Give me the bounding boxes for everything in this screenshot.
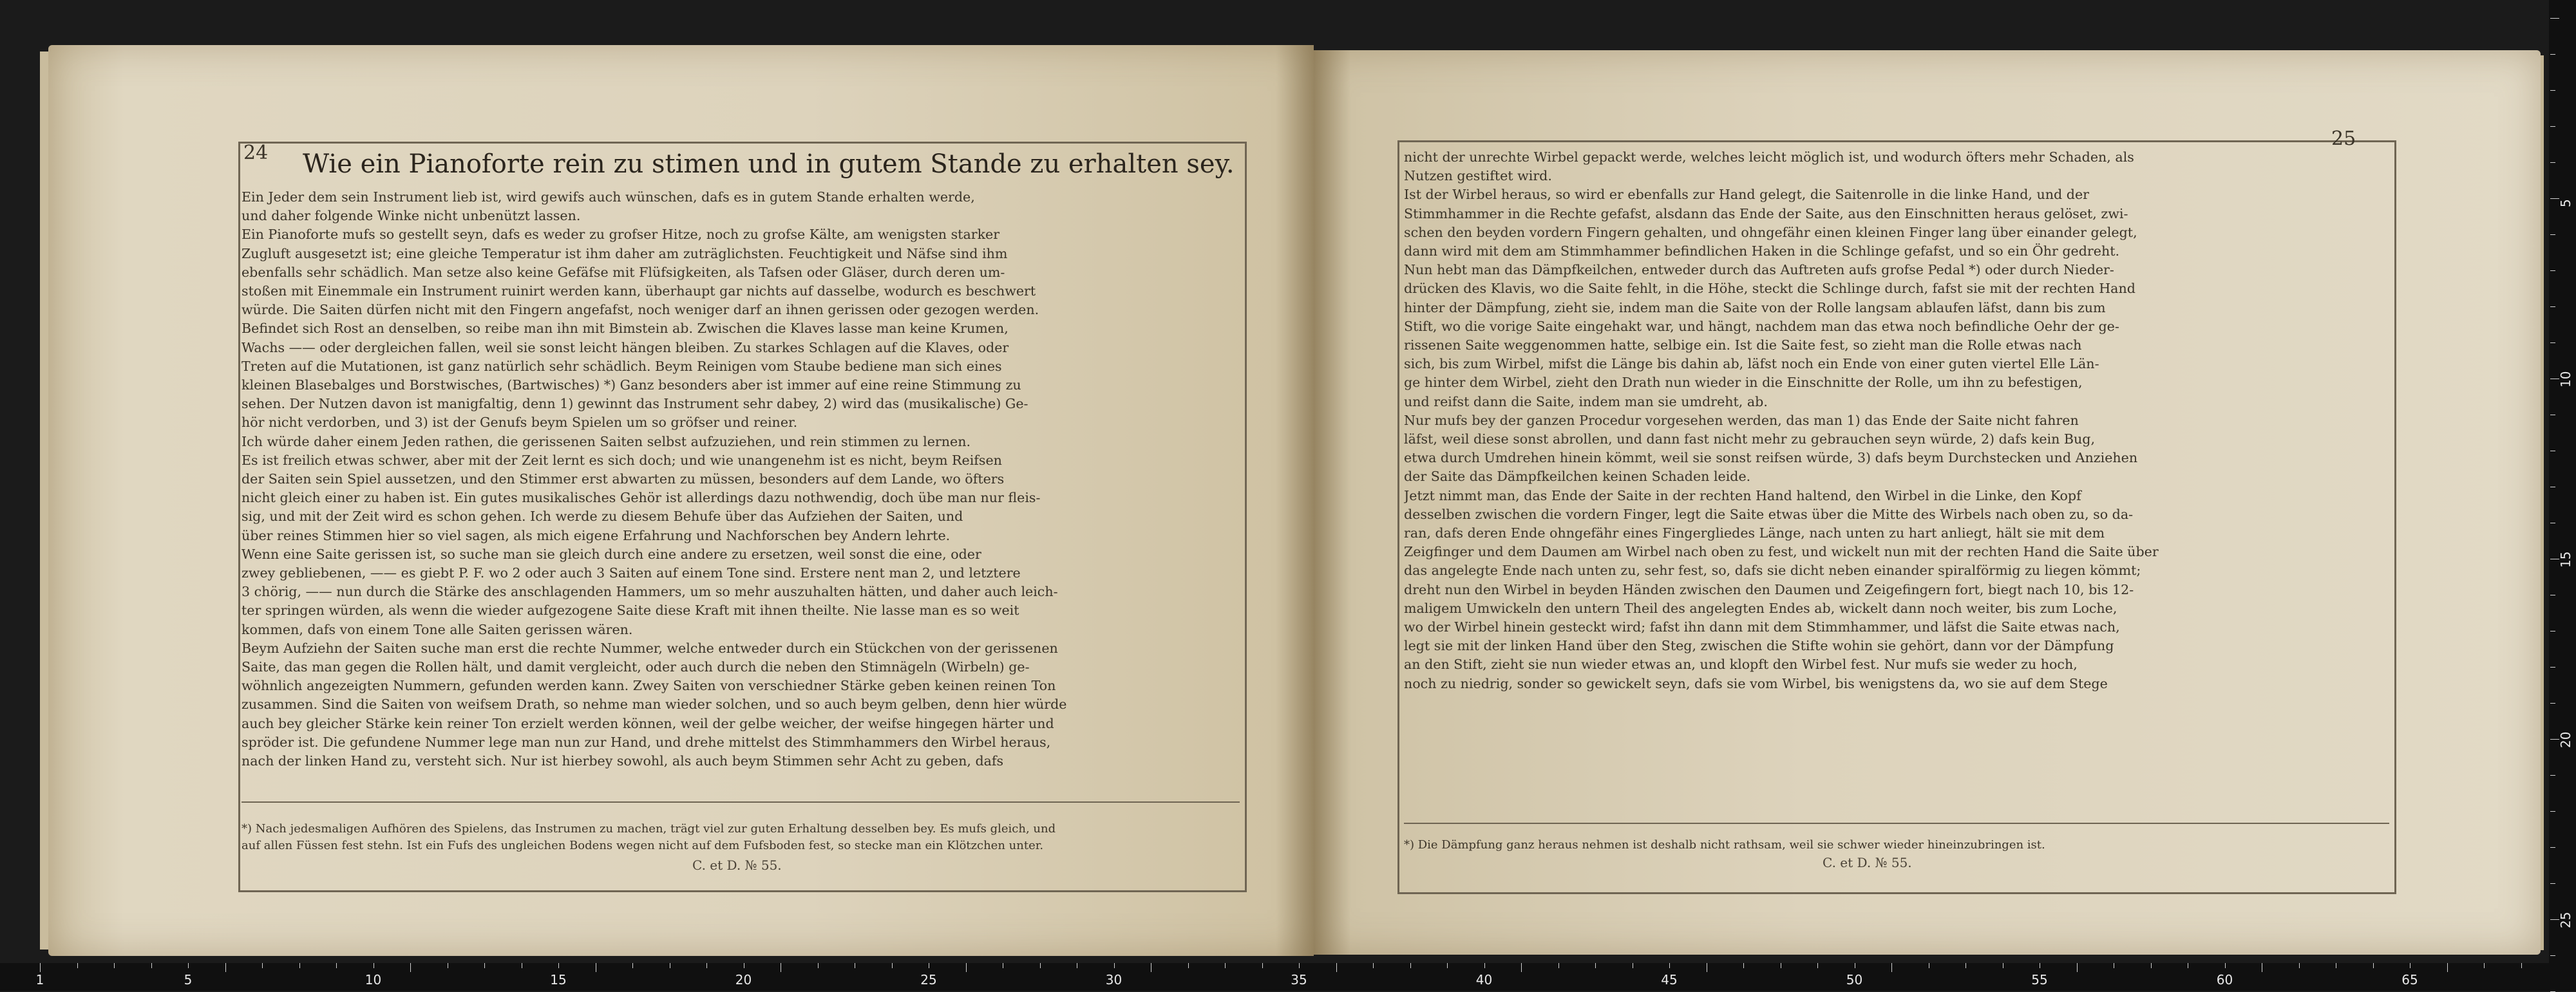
ruler-tick — [1373, 963, 1374, 968]
ruler-tick — [2550, 847, 2555, 848]
ruler-tick — [892, 963, 893, 968]
body-line: der Saite das Dämpfkeilchen keinen Schaden leide. — [1404, 469, 1751, 485]
body-line: über reines Stimmen hier so viel sagen, als mich eigene Erfahrung und Nachforschen bey Andern lehrte. — [242, 527, 951, 543]
body-line: ran, dafs deren Ende ohngefähr eines Fingergliedes Länge, nach unten zu hart anliegt, hält sie mit dem — [1404, 525, 2105, 541]
ruler-tick — [2373, 963, 2374, 968]
body-line: der Saiten sein Spiel aussetzen, und den Stimmer erst abwarten zu müssen, besonders auf dem Lande, wo öfters — [242, 471, 1005, 487]
ruler-tick — [2484, 963, 2485, 968]
ruler-label: 65 — [2401, 972, 2418, 987]
ruler-label: 10 — [2558, 371, 2573, 388]
ruler-tick — [2550, 342, 2555, 343]
ruler-tick — [1299, 963, 1300, 968]
ruler-label: 25 — [2558, 912, 2573, 928]
body-line: Ist der Wirbel heraus, so wird er ebenfalls zur Hand gelegt, die Saitenrolle in die linke Hand, und der — [1404, 187, 2089, 203]
body-line: Wenn eine Saite gerissen ist, so suche man sie gleich durch eine andere zu ersetzen, weil sonst die eine, oder — [242, 546, 981, 562]
left-page-signature: C. et D. № 55. — [692, 857, 782, 873]
body-line: 3 chörig, —— nun durch die Stärke des anschlagenden Hammers, um so mehr auszuhalten hätten, und daher auch leich- — [242, 584, 1058, 600]
body-line: Ich würde daher einem Jeden rathen, die gerissenen Saiten selbst aufzuziehen, und rein stimmen zu lernen. — [242, 433, 971, 449]
body-line: Jetzt nimmt man, das Ende der Saite in der rechten Hand haltend, den Wirbel in die Linke, den Kopf — [1404, 487, 2081, 503]
ruler-tick — [2550, 18, 2559, 19]
body-line: rissenen Saite weggenommen hatte, selbige ein. Ist die Saite fest, so zieht man die Rolle etwas nach — [1404, 337, 2082, 353]
right-page-body — [1404, 148, 2389, 693]
ruler-tick — [1188, 963, 1189, 968]
ruler-tick — [1743, 963, 1744, 968]
body-line: Wachs —— oder dergleichen fallen, weil sie sonst leicht hängen bleiben. Zu starkes Schlagen auf die Klaves, oder — [242, 339, 1009, 355]
body-line: hinter der Dämpfung, zieht sie, indem man die Saite von der Rolle langsam ablaufen läfst, dann bis zum — [1404, 299, 2106, 315]
body-line: kleinen Blasebalges und Borstwisches, (Bartwisches) *) Ganz besonders aber ist immer auf eine reine Stimmung zu — [242, 377, 1021, 393]
ruler-tick — [558, 963, 559, 968]
ruler-tick — [632, 963, 633, 968]
body-line: zwey gebliebenen, —— es giebt P. F. wo 2 oder auch 3 Saiten auf einem Tone sind. Erstere nent man 2, und letztere — [242, 565, 1021, 581]
ruler-label: 10 — [365, 972, 382, 987]
body-line: würde. Die Saiten dürfen nicht mit den Fingern angefafst, noch weniger darf an ihnen gerissen oder gezogen werden. — [242, 302, 1039, 318]
ruler-tick — [1447, 963, 1448, 968]
ruler-tick — [966, 963, 967, 972]
ruler-label: 15 — [550, 972, 567, 987]
ruler-tick — [262, 963, 263, 968]
ruler-tick — [2550, 703, 2555, 704]
ruler-tick — [40, 963, 41, 972]
body-line: desselben zwischen die vordern Finger, legt die Saite etwas über die Mitte des Wirbels nach oben zu, so da- — [1404, 506, 2134, 522]
ruler-tick — [1225, 963, 1226, 968]
body-line: schen den beyden vordern Fingern gehalten, und ohngefähr einen kleinen Finger lang über einander gelegt, — [1404, 224, 2137, 240]
ruler-tick — [77, 963, 78, 968]
body-line: spröder ist. Die gefundene Nummer lege man nun zur Hand, und drehe mittelst des Stimmhammers den Wirbel heraus, — [242, 734, 1051, 750]
body-line: und daher folgende Winke nicht unbenützt lassen. — [242, 208, 581, 224]
ruler-label: 5 — [184, 972, 193, 987]
body-line: ge hinter dem Wirbel, zieht den Drath nun wieder in die Einschnitte der Rolle, um ihn zu befestigen, — [1404, 375, 2083, 391]
right-page-footnote — [1404, 837, 2389, 854]
left-page — [48, 45, 1314, 956]
ruler-tick — [1891, 963, 1892, 972]
ruler-tick — [1262, 963, 1263, 968]
ruler-tick — [2225, 963, 2226, 968]
ruler-tick — [2299, 963, 2300, 968]
ruler-label: 25 — [920, 972, 937, 987]
ruler-tick — [1410, 963, 1411, 968]
footnote-line: auf allen Füssen fest stehn. Ist ein Fufs des ungleichen Bodens wegen nicht auf dem Fufsboden fest, so stecke man ein Klötzchen unter. — [242, 839, 1044, 852]
ruler-tick — [2550, 883, 2555, 884]
ruler-tick — [2077, 963, 2078, 972]
body-line: zusammen. Sind die Saiten von weifsem Drath, so nehme man wieder solchen, und so auch beym gelben, denn hier würde — [242, 697, 1067, 713]
footnote-line: *) Nach jedesmaligen Aufhören des Spielens, das Instrumen zu machen, trägt viel zur guten Erhaltung desselben bey. Es mufs gleich, und — [242, 822, 1056, 836]
body-line: Zeigfinger und dem Daumen am Wirbel nach oben zu fest, und wickelt nun mit der rechten Hand die Saite über — [1404, 544, 2159, 560]
body-line: nicht gleich einer zu haben ist. Ein gutes musikalisches Gehör ist allerdings dazu nothwendig, doch übe man nur fleis- — [242, 490, 1041, 506]
body-line: läfst, weil diese sonst abrollen, und dann fast nicht mehr zu gebrauchen seyn würde, 2) dafs kein Bug, — [1404, 431, 2096, 447]
ruler-tick — [2521, 963, 2522, 968]
ruler-tick — [484, 963, 485, 968]
ruler-tick — [1336, 963, 1337, 972]
body-line: wo der Wirbel hinein gesteckt wird; fafst ihn dann mit dem Stimmhammer, und läfst die Saite etwas nach, — [1404, 619, 2120, 635]
ruler-tick — [336, 963, 337, 968]
right-page-signature: C. et D. № 55. — [1823, 855, 1912, 870]
ruler-tick — [2550, 270, 2555, 271]
ruler-tick — [706, 963, 707, 968]
ruler-right — [2549, 0, 2576, 991]
ruler-label: 5 — [2558, 199, 2573, 207]
body-line: etwa durch Umdrehen hinein kömmt, weil sie sonst reifsen würde, 3) dafs beym Durchstecken und Anziehen — [1404, 450, 2138, 466]
ruler-tick — [1484, 963, 1485, 968]
ruler-tick — [1558, 963, 1559, 968]
body-line: dann wird mit dem am Stimmhammer befindlichen Haken in die Schlinge gefafst, und so ein Öhr gedreht. — [1404, 243, 2120, 259]
ruler-label: 20 — [735, 972, 752, 987]
ruler-tick — [1521, 963, 1522, 972]
ruler-label: 40 — [1475, 972, 1493, 987]
left-footnote-rule — [242, 801, 1240, 803]
body-line: wöhnlich angezeigten Nummern, gefunden werden kann. Zwey Saiten von verschiedner Stärke geben keinen reinen Ton — [242, 678, 1056, 694]
ruler-tick — [299, 963, 300, 968]
ruler-label: 20 — [2558, 731, 2573, 748]
ruler-tick — [1114, 963, 1115, 968]
body-line: das angelegte Ende nach unten zu, sehr fest, so, dafs sie dicht neben einander spiralförmig zu liegen kömmt; — [1404, 563, 2141, 579]
ruler-tick — [2550, 234, 2555, 235]
body-line: nach der linken Hand zu, versteht sich. Nur ist hierbey sowohl, als auch beym Stimmen sehr Acht zu geben, dafs — [242, 753, 1004, 769]
ruler-tick — [2550, 631, 2555, 632]
body-line: dreht nun den Wirbel in beyden Händen zwischen den Daumen und Zeigefingern fort, biegt nach 10, bis 12- — [1404, 581, 2134, 597]
body-line: legt sie mit der linken Hand über den Steg, zwischen die Stifte wohin sie gehört, dann vor der Dämpfung — [1404, 638, 2114, 654]
body-line: drücken des Klavis, wo die Saite fehlt, in die Höhe, steckt die Schlinge durch, fafst sie mit der rechten Hand — [1404, 281, 2136, 297]
ruler-tick — [2550, 126, 2555, 127]
ruler-tick — [2550, 90, 2555, 91]
body-line: Nun hebt man das Dämpfkeilchen, entweder durch das Auftreten aufs grofse Pedal *) oder durch Nieder- — [1404, 262, 2114, 278]
ruler-tick — [2550, 667, 2555, 668]
ruler-tick — [2550, 775, 2555, 776]
ruler-label: 30 — [1105, 972, 1122, 987]
body-line: ebenfalls sehr schädlich. Man setze also keine Gefäfse mit Flüfsigkeiten, als Tafsen oder Gläser, durch deren um- — [242, 264, 1005, 280]
ruler-label: 50 — [1846, 972, 1863, 987]
body-line: Stimmhammer in die Rechte gefafst, alsdann das Ende der Saite, aus den Einschnitten heraus gelöset, zwi- — [1404, 205, 2128, 221]
ruler-label: 55 — [2031, 972, 2048, 987]
right-page-number: 25 — [2331, 127, 2356, 150]
body-line: Es ist freilich etwas schwer, aber mit der Zeit lernt es sich doch; und wie unangenehm ist es nicht, beym Reifsen — [242, 452, 1002, 468]
body-line: sehen. Der Nutzen davon ist manigfaltig, denn 1) gewinnt das Instrument sehr dabey, 2) wird das (musikalische) Ge- — [242, 396, 1028, 412]
body-line: Befindet sich Rost an denselben, so reibe man ihn mit Bimstein ab. Zwischen die Klaves lasse man keine Krumen, — [242, 321, 1009, 337]
body-line: auch bey gleicher Stärke kein reiner Ton erzielt werden können, weil der gelbe weicher, der weifse hingegen härter und — [242, 715, 1054, 731]
ruler-tick — [1817, 963, 1818, 968]
ruler-label: 1 — [35, 972, 44, 987]
body-line: sich, bis zum Wirbel, mifst die Länge bis dahin ab, läfst noch ein Ende von einer guten viertel Elle Län- — [1404, 356, 2099, 372]
ruler-tick — [2550, 54, 2555, 55]
ruler-tick — [1040, 963, 1041, 968]
ruler-label: 15 — [2558, 551, 2573, 568]
body-line: Zugluft ausgesetzt ist; eine gleiche Temperatur ist ihm daher am zuträglichsten. Feuchtigkeit und Näfse sind ihm — [242, 245, 1008, 261]
body-line: nicht der unrechte Wirbel gepackt werde, welches leicht möglich ist, und wodurch öfters mehr Schaden, als — [1404, 149, 2134, 165]
body-line: stoßen mit Einemmale ein Instrument ruinirt werden kann, überhaupt gar nichts auf dasselbe, wodurch es beschwert — [242, 283, 1036, 299]
right-footnote-rule — [1404, 823, 2389, 824]
ruler-tick — [2550, 306, 2555, 307]
ruler-tick — [2550, 955, 2555, 956]
ruler-tick — [2550, 162, 2555, 163]
body-line: und reifst dann die Saite, indem man sie umdreht, ab. — [1404, 393, 1768, 409]
body-line: Treten auf die Mutationen, ist ganz natürlich sehr schädlich. Beym Reinigen vom Staube bediene man sich eines — [242, 358, 1002, 374]
body-line: maligem Umwickeln den untern Theil des angelegten Endes ab, wickelt dann noch weiter, bis zum Loche, — [1404, 600, 2117, 616]
ruler-tick — [1965, 963, 1966, 968]
left-page-number: 24 — [243, 142, 269, 164]
ruler-label: 45 — [1661, 972, 1678, 987]
body-line: sig, und mit der Zeit wird es schon gehen. Ich werde zu diesem Behufe über das Aufziehen der Saiten, und — [242, 509, 963, 525]
left-page-title: Wie ein Pianoforte rein zu stimen und in gutem Stande zu erhalten sey. — [303, 149, 1235, 179]
ruler-tick — [2447, 963, 2448, 972]
body-line: Saite, das man gegen die Rollen hält, und damit vergleicht, oder auch durch die neben den Stimnägeln (Wirbeln) ge- — [242, 659, 1030, 675]
ruler-tick — [818, 963, 819, 968]
ruler-tick — [225, 963, 226, 972]
footnote-line: *) Die Dämpfung ganz heraus nehmen ist deshalb nicht rathsam, weil sie schwer wieder hineinzubringen ist. — [1404, 838, 2045, 852]
right-page — [1314, 50, 2541, 955]
ruler-label: 35 — [1291, 972, 1307, 987]
ruler-bottom — [0, 963, 2549, 991]
body-line: ter springen würden, als wenn die wieder aufgezogene Saite diese Kraft mit ihnen theilte. Nie lasse man es so weit — [242, 603, 1019, 619]
body-line: noch zu niedrig, sonder so gewickelt seyn, dafs sie vom Wirbel, bis wenigstens da, wo sie auf dem Stege — [1404, 675, 2108, 691]
body-line: Stift, wo die vorige Saite eingehakt war, und hängt, nachdem man das etwa noch befindliche Oehr der ge- — [1404, 318, 2119, 334]
left-page-footnote — [242, 821, 1240, 854]
ruler-label: 60 — [2216, 972, 2233, 987]
body-line: kommen, dafs von einem Tone alle Saiten gerissen wären. — [242, 621, 633, 637]
body-line: Ein Pianoforte mufs so gestellt seyn, dafs es weder zu grofser Hitze, noch zu grofse Kälte, am wenigsten starker — [242, 227, 1000, 243]
ruler-tick — [1669, 963, 1670, 968]
ruler-tick — [2550, 811, 2555, 812]
body-line: hör nicht verdorben, und 3) ist der Genufs beym Spielen um so gröfser und reiner. — [242, 415, 798, 431]
ruler-tick — [151, 963, 152, 968]
body-line: Beym Aufziehn der Saiten suche man erst die rechte Nummer, welche entweder durch ein Stückchen von der gerissenen — [242, 640, 1058, 656]
body-line: Nutzen gestiftet wird. — [1404, 168, 1552, 184]
body-line: Nur mufs bey der ganzen Procedur vorgesehen werden, das man 1) das Ende der Saite nicht fahren — [1404, 412, 2079, 428]
ruler-tick — [114, 963, 115, 968]
ruler-tick — [2151, 963, 2152, 968]
ruler-tick — [410, 963, 411, 972]
ruler-tick — [1595, 963, 1596, 968]
body-line: Ein Jeder dem sein Instrument lieb ist, wird gewifs auch wünschen, dafs es in gutem Stande erhalten werde, — [242, 189, 975, 205]
ruler-tick — [188, 963, 189, 968]
body-line: an den Stift, zieht sie nun wieder etwas an, und klopft den Wirbel fest. Nur mufs sie weder zu hoch, — [1404, 657, 2078, 673]
left-page-body — [242, 188, 1240, 771]
